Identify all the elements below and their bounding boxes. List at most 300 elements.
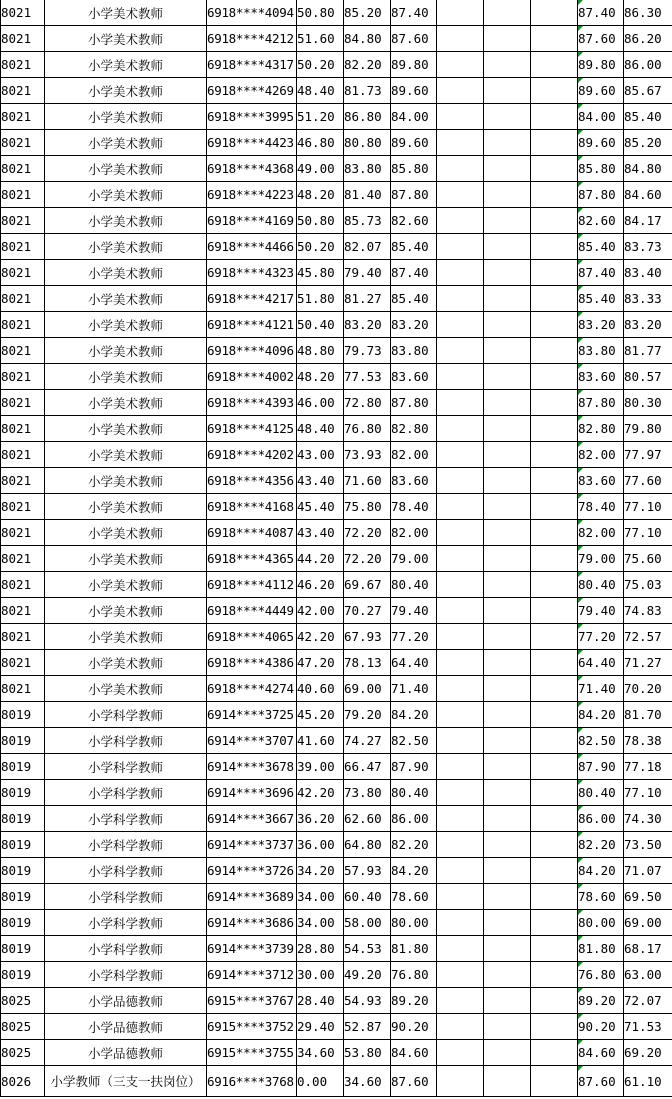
- position-name-cell: 小学美术教师: [45, 286, 207, 312]
- blank-cell: [531, 182, 578, 208]
- interview-final-cell: 71.40: [578, 676, 624, 702]
- written-score-cell: 34.00: [297, 884, 344, 910]
- blank-cell: [531, 676, 578, 702]
- written-score-cell: 48.40: [297, 78, 344, 104]
- interview-final-cell: 78.60: [578, 884, 624, 910]
- total-score-cell: 80.57: [624, 364, 672, 390]
- blank-cell: [531, 754, 578, 780]
- candidate-id-cell: 6918****4112: [207, 572, 297, 598]
- blank-cell: [437, 702, 484, 728]
- blank-cell: [484, 520, 531, 546]
- blank-cell: [437, 624, 484, 650]
- interview-score-cell: 84.60: [391, 1040, 437, 1066]
- written-converted-cell: 54.93: [344, 988, 391, 1014]
- blank-cell: [437, 546, 484, 572]
- interview-final-cell: 64.40: [578, 650, 624, 676]
- blank-cell: [484, 546, 531, 572]
- blank-cell: [531, 598, 578, 624]
- written-converted-cell: 72.20: [344, 520, 391, 546]
- interview-final-cell: 81.80: [578, 936, 624, 962]
- interview-score-cell: 78.40: [391, 494, 437, 520]
- candidate-id-cell: 6914****3696: [207, 780, 297, 806]
- blank-cell: [531, 962, 578, 988]
- written-score-cell: 28.80: [297, 936, 344, 962]
- blank-cell: [484, 780, 531, 806]
- interview-score-cell: 87.60: [391, 26, 437, 52]
- total-score-cell: 77.18: [624, 754, 672, 780]
- interview-final-cell: 89.60: [578, 78, 624, 104]
- interview-score-cell: 83.80: [391, 338, 437, 364]
- blank-cell: [484, 598, 531, 624]
- blank-cell: [437, 754, 484, 780]
- blank-cell: [531, 884, 578, 910]
- candidate-id-cell: 6918****4323: [207, 260, 297, 286]
- written-score-cell: 50.20: [297, 52, 344, 78]
- interview-final-cell: 76.80: [578, 962, 624, 988]
- blank-cell: [437, 910, 484, 936]
- blank-cell: [437, 208, 484, 234]
- candidate-id-cell: 6918****4121: [207, 312, 297, 338]
- position-code-cell: 8021: [1, 598, 45, 624]
- position-name-cell: 小学美术教师: [45, 442, 207, 468]
- interview-final-cell: 85.40: [578, 234, 624, 260]
- blank-cell: [484, 234, 531, 260]
- blank-cell: [484, 754, 531, 780]
- blank-cell: [484, 78, 531, 104]
- blank-cell: [531, 260, 578, 286]
- position-code-cell: 8026: [1, 1066, 45, 1097]
- written-score-cell: 0.00: [297, 1066, 344, 1097]
- total-score-cell: 84.17: [624, 208, 672, 234]
- written-converted-cell: 83.80: [344, 156, 391, 182]
- written-score-cell: 50.80: [297, 0, 344, 26]
- candidate-id-cell: 6918****4202: [207, 442, 297, 468]
- blank-cell: [484, 1040, 531, 1066]
- total-score-cell: 81.77: [624, 338, 672, 364]
- position-name-cell: 小学美术教师: [45, 572, 207, 598]
- position-code-cell: 8021: [1, 78, 45, 104]
- total-score-cell: 70.20: [624, 676, 672, 702]
- interview-score-cell: 89.80: [391, 52, 437, 78]
- interview-final-cell: 87.60: [578, 1066, 624, 1097]
- blank-cell: [484, 988, 531, 1014]
- interview-score-cell: 84.20: [391, 702, 437, 728]
- total-score-cell: 73.50: [624, 832, 672, 858]
- blank-cell: [484, 936, 531, 962]
- written-score-cell: 51.80: [297, 286, 344, 312]
- candidate-id-cell: 6914****3667: [207, 806, 297, 832]
- interview-score-cell: 87.60: [391, 1066, 437, 1097]
- written-converted-cell: 52.87: [344, 1014, 391, 1040]
- position-code-cell: 8021: [1, 260, 45, 286]
- written-converted-cell: 82.07: [344, 234, 391, 260]
- written-converted-cell: 85.20: [344, 0, 391, 26]
- blank-cell: [531, 1066, 578, 1097]
- written-score-cell: 43.00: [297, 442, 344, 468]
- interview-score-cell: 85.40: [391, 286, 437, 312]
- total-score-cell: 83.20: [624, 312, 672, 338]
- total-score-cell: 77.10: [624, 494, 672, 520]
- interview-final-cell: 90.20: [578, 1014, 624, 1040]
- candidate-id-cell: 6914****3707: [207, 728, 297, 754]
- candidate-id-cell: 6918****4386: [207, 650, 297, 676]
- candidate-id-cell: 6918****4125: [207, 416, 297, 442]
- table-row: [1, 286, 672, 312]
- written-converted-cell: 81.73: [344, 78, 391, 104]
- total-score-cell: 79.80: [624, 416, 672, 442]
- interview-score-cell: 84.20: [391, 858, 437, 884]
- blank-cell: [531, 338, 578, 364]
- blank-cell: [484, 832, 531, 858]
- blank-cell: [531, 104, 578, 130]
- position-code-cell: 8019: [1, 832, 45, 858]
- position-name-cell: 小学美术教师: [45, 312, 207, 338]
- written-converted-cell: 71.60: [344, 468, 391, 494]
- position-code-cell: 8021: [1, 286, 45, 312]
- blank-cell: [437, 936, 484, 962]
- written-converted-cell: 79.73: [344, 338, 391, 364]
- blank-cell: [484, 52, 531, 78]
- blank-cell: [437, 650, 484, 676]
- table-row: [1, 78, 672, 104]
- written-converted-cell: 74.27: [344, 728, 391, 754]
- position-name-cell: 小学美术教师: [45, 624, 207, 650]
- position-name-cell: 小学教师（三支一扶岗位）: [45, 1066, 207, 1097]
- table-row: [1, 988, 672, 1014]
- total-score-cell: 78.38: [624, 728, 672, 754]
- total-score-cell: 77.60: [624, 468, 672, 494]
- blank-cell: [484, 572, 531, 598]
- blank-cell: [484, 910, 531, 936]
- interview-score-cell: 86.00: [391, 806, 437, 832]
- interview-score-cell: 82.80: [391, 416, 437, 442]
- written-score-cell: 42.20: [297, 624, 344, 650]
- interview-final-cell: 82.60: [578, 208, 624, 234]
- candidate-id-cell: 6918****4096: [207, 338, 297, 364]
- candidate-id-cell: 6918****4065: [207, 624, 297, 650]
- written-converted-cell: 64.80: [344, 832, 391, 858]
- written-converted-cell: 72.80: [344, 390, 391, 416]
- total-score-cell: 86.20: [624, 26, 672, 52]
- table-row: [1, 156, 672, 182]
- interview-final-cell: 84.20: [578, 858, 624, 884]
- written-converted-cell: 78.13: [344, 650, 391, 676]
- position-code-cell: 8019: [1, 806, 45, 832]
- position-code-cell: 8019: [1, 858, 45, 884]
- blank-cell: [437, 130, 484, 156]
- position-code-cell: 8021: [1, 468, 45, 494]
- blank-cell: [484, 1014, 531, 1040]
- candidate-id-cell: 6918****4368: [207, 156, 297, 182]
- table-row: [1, 598, 672, 624]
- interview-score-cell: 82.20: [391, 832, 437, 858]
- position-code-cell: 8021: [1, 156, 45, 182]
- blank-cell: [484, 130, 531, 156]
- blank-cell: [531, 78, 578, 104]
- total-score-cell: 69.50: [624, 884, 672, 910]
- table-row: [1, 936, 672, 962]
- total-score-cell: 75.60: [624, 546, 672, 572]
- position-name-cell: 小学美术教师: [45, 208, 207, 234]
- table-row: [1, 702, 672, 728]
- blank-cell: [531, 468, 578, 494]
- position-code-cell: 8025: [1, 1040, 45, 1066]
- position-code-cell: 8021: [1, 416, 45, 442]
- blank-cell: [484, 312, 531, 338]
- candidate-id-cell: 6915****3752: [207, 1014, 297, 1040]
- position-name-cell: 小学美术教师: [45, 130, 207, 156]
- position-code-cell: 8021: [1, 104, 45, 130]
- table-row: [1, 390, 672, 416]
- position-name-cell: 小学美术教师: [45, 546, 207, 572]
- blank-cell: [437, 416, 484, 442]
- blank-cell: [531, 26, 578, 52]
- table-row: [1, 858, 672, 884]
- position-code-cell: 8019: [1, 910, 45, 936]
- position-code-cell: 8021: [1, 338, 45, 364]
- interview-score-cell: 81.80: [391, 936, 437, 962]
- position-code-cell: 8019: [1, 884, 45, 910]
- written-converted-cell: 81.27: [344, 286, 391, 312]
- written-score-cell: 34.60: [297, 1040, 344, 1066]
- interview-score-cell: 89.20: [391, 988, 437, 1014]
- table-row: [1, 1066, 672, 1097]
- candidate-id-cell: 6914****3737: [207, 832, 297, 858]
- blank-cell: [531, 728, 578, 754]
- candidate-id-cell: 6918****4449: [207, 598, 297, 624]
- position-name-cell: 小学美术教师: [45, 390, 207, 416]
- blank-cell: [437, 442, 484, 468]
- written-score-cell: 40.60: [297, 676, 344, 702]
- candidate-id-cell: 6914****3678: [207, 754, 297, 780]
- candidate-id-cell: 6914****3739: [207, 936, 297, 962]
- position-code-cell: 8021: [1, 312, 45, 338]
- written-score-cell: 46.80: [297, 130, 344, 156]
- total-score-cell: 81.70: [624, 702, 672, 728]
- blank-cell: [437, 806, 484, 832]
- position-code-cell: 8021: [1, 390, 45, 416]
- written-converted-cell: 80.80: [344, 130, 391, 156]
- written-score-cell: 45.80: [297, 260, 344, 286]
- interview-final-cell: 87.80: [578, 390, 624, 416]
- interview-score-cell: 77.20: [391, 624, 437, 650]
- position-code-cell: 8019: [1, 962, 45, 988]
- blank-cell: [484, 26, 531, 52]
- blank-cell: [437, 0, 484, 26]
- blank-cell: [437, 780, 484, 806]
- written-converted-cell: 77.53: [344, 364, 391, 390]
- blank-cell: [484, 1066, 531, 1097]
- blank-cell: [531, 494, 578, 520]
- position-name-cell: 小学美术教师: [45, 0, 207, 26]
- position-code-cell: 8019: [1, 702, 45, 728]
- blank-cell: [484, 416, 531, 442]
- blank-cell: [484, 208, 531, 234]
- written-converted-cell: 75.80: [344, 494, 391, 520]
- blank-cell: [531, 286, 578, 312]
- blank-cell: [484, 650, 531, 676]
- position-code-cell: 8021: [1, 26, 45, 52]
- written-score-cell: 50.40: [297, 312, 344, 338]
- blank-cell: [437, 104, 484, 130]
- written-converted-cell: 58.00: [344, 910, 391, 936]
- total-score-cell: 74.83: [624, 598, 672, 624]
- blank-cell: [531, 910, 578, 936]
- position-name-cell: 小学美术教师: [45, 520, 207, 546]
- interview-score-cell: 79.40: [391, 598, 437, 624]
- interview-final-cell: 79.40: [578, 598, 624, 624]
- written-score-cell: 28.40: [297, 988, 344, 1014]
- blank-cell: [531, 234, 578, 260]
- position-name-cell: 小学美术教师: [45, 598, 207, 624]
- table-row: [1, 0, 672, 26]
- blank-cell: [531, 988, 578, 1014]
- written-score-cell: 50.20: [297, 234, 344, 260]
- candidate-id-cell: 6915****3755: [207, 1040, 297, 1066]
- position-name-cell: 小学科学教师: [45, 780, 207, 806]
- position-name-cell: 小学科学教师: [45, 702, 207, 728]
- candidate-id-cell: 6914****3686: [207, 910, 297, 936]
- position-name-cell: 小学科学教师: [45, 858, 207, 884]
- position-name-cell: 小学美术教师: [45, 650, 207, 676]
- table-row: [1, 728, 672, 754]
- blank-cell: [437, 156, 484, 182]
- total-score-cell: 69.20: [624, 1040, 672, 1066]
- candidate-id-cell: 6918****4217: [207, 286, 297, 312]
- total-score-cell: 75.03: [624, 572, 672, 598]
- table-row: [1, 1014, 672, 1040]
- position-name-cell: 小学科学教师: [45, 962, 207, 988]
- blank-cell: [531, 806, 578, 832]
- blank-cell: [531, 1014, 578, 1040]
- position-code-cell: 8025: [1, 988, 45, 1014]
- table-row: [1, 312, 672, 338]
- table-row: [1, 962, 672, 988]
- interview-score-cell: 64.40: [391, 650, 437, 676]
- written-score-cell: 43.40: [297, 468, 344, 494]
- blank-cell: [531, 702, 578, 728]
- position-name-cell: 小学美术教师: [45, 494, 207, 520]
- candidate-id-cell: 6918****4466: [207, 234, 297, 260]
- interview-final-cell: 82.00: [578, 520, 624, 546]
- written-score-cell: 30.00: [297, 962, 344, 988]
- blank-cell: [437, 598, 484, 624]
- table-row: [1, 910, 672, 936]
- position-name-cell: 小学科学教师: [45, 806, 207, 832]
- total-score-cell: 71.07: [624, 858, 672, 884]
- table-row: [1, 884, 672, 910]
- interview-score-cell: 71.40: [391, 676, 437, 702]
- written-converted-cell: 34.60: [344, 1066, 391, 1097]
- position-code-cell: 8021: [1, 624, 45, 650]
- candidate-id-cell: 6918****4356: [207, 468, 297, 494]
- table-row: [1, 364, 672, 390]
- candidate-id-cell: 6918****4094: [207, 0, 297, 26]
- position-code-cell: 8021: [1, 520, 45, 546]
- table-row: [1, 754, 672, 780]
- interview-final-cell: 84.60: [578, 1040, 624, 1066]
- blank-cell: [531, 520, 578, 546]
- candidate-id-cell: 6918****4002: [207, 364, 297, 390]
- blank-cell: [484, 104, 531, 130]
- written-converted-cell: 84.80: [344, 26, 391, 52]
- interview-final-cell: 80.00: [578, 910, 624, 936]
- written-converted-cell: 60.40: [344, 884, 391, 910]
- position-name-cell: 小学科学教师: [45, 936, 207, 962]
- blank-cell: [531, 832, 578, 858]
- interview-final-cell: 82.80: [578, 416, 624, 442]
- blank-cell: [437, 1040, 484, 1066]
- blank-cell: [531, 936, 578, 962]
- table-row: [1, 1040, 672, 1066]
- blank-cell: [484, 260, 531, 286]
- written-converted-cell: 82.20: [344, 52, 391, 78]
- position-name-cell: 小学科学教师: [45, 884, 207, 910]
- interview-final-cell: 83.60: [578, 468, 624, 494]
- candidate-id-cell: 6915****3767: [207, 988, 297, 1014]
- blank-cell: [531, 624, 578, 650]
- written-converted-cell: 67.93: [344, 624, 391, 650]
- position-code-cell: 8021: [1, 52, 45, 78]
- blank-cell: [531, 130, 578, 156]
- interview-final-cell: 89.20: [578, 988, 624, 1014]
- table-row: [1, 26, 672, 52]
- position-code-cell: 8021: [1, 130, 45, 156]
- interview-score-cell: 78.60: [391, 884, 437, 910]
- written-score-cell: 48.20: [297, 182, 344, 208]
- interview-final-cell: 82.50: [578, 728, 624, 754]
- interview-score-cell: 76.80: [391, 962, 437, 988]
- blank-cell: [437, 884, 484, 910]
- blank-cell: [437, 312, 484, 338]
- total-score-cell: 86.30: [624, 0, 672, 26]
- written-converted-cell: 83.20: [344, 312, 391, 338]
- position-name-cell: 小学美术教师: [45, 260, 207, 286]
- position-name-cell: 小学科学教师: [45, 910, 207, 936]
- position-name-cell: 小学品德教师: [45, 1014, 207, 1040]
- position-code-cell: 8019: [1, 936, 45, 962]
- blank-cell: [531, 546, 578, 572]
- table-row: [1, 338, 672, 364]
- total-score-cell: 77.10: [624, 520, 672, 546]
- written-score-cell: 34.20: [297, 858, 344, 884]
- written-score-cell: 51.60: [297, 26, 344, 52]
- table-row: [1, 806, 672, 832]
- table-row: [1, 650, 672, 676]
- blank-cell: [437, 338, 484, 364]
- blank-cell: [437, 78, 484, 104]
- blank-cell: [531, 156, 578, 182]
- total-score-cell: 84.60: [624, 182, 672, 208]
- position-name-cell: 小学品德教师: [45, 988, 207, 1014]
- table-row: [1, 52, 672, 78]
- table-row: [1, 416, 672, 442]
- blank-cell: [484, 468, 531, 494]
- written-score-cell: 48.20: [297, 364, 344, 390]
- blank-cell: [484, 442, 531, 468]
- interview-score-cell: 89.60: [391, 78, 437, 104]
- position-name-cell: 小学科学教师: [45, 754, 207, 780]
- table-row: [1, 104, 672, 130]
- blank-cell: [531, 442, 578, 468]
- candidate-id-cell: 6916****3768: [207, 1066, 297, 1097]
- position-name-cell: 小学科学教师: [45, 832, 207, 858]
- blank-cell: [531, 312, 578, 338]
- position-code-cell: 8021: [1, 208, 45, 234]
- candidate-id-cell: 6914****3726: [207, 858, 297, 884]
- written-score-cell: 50.80: [297, 208, 344, 234]
- blank-cell: [437, 1066, 484, 1097]
